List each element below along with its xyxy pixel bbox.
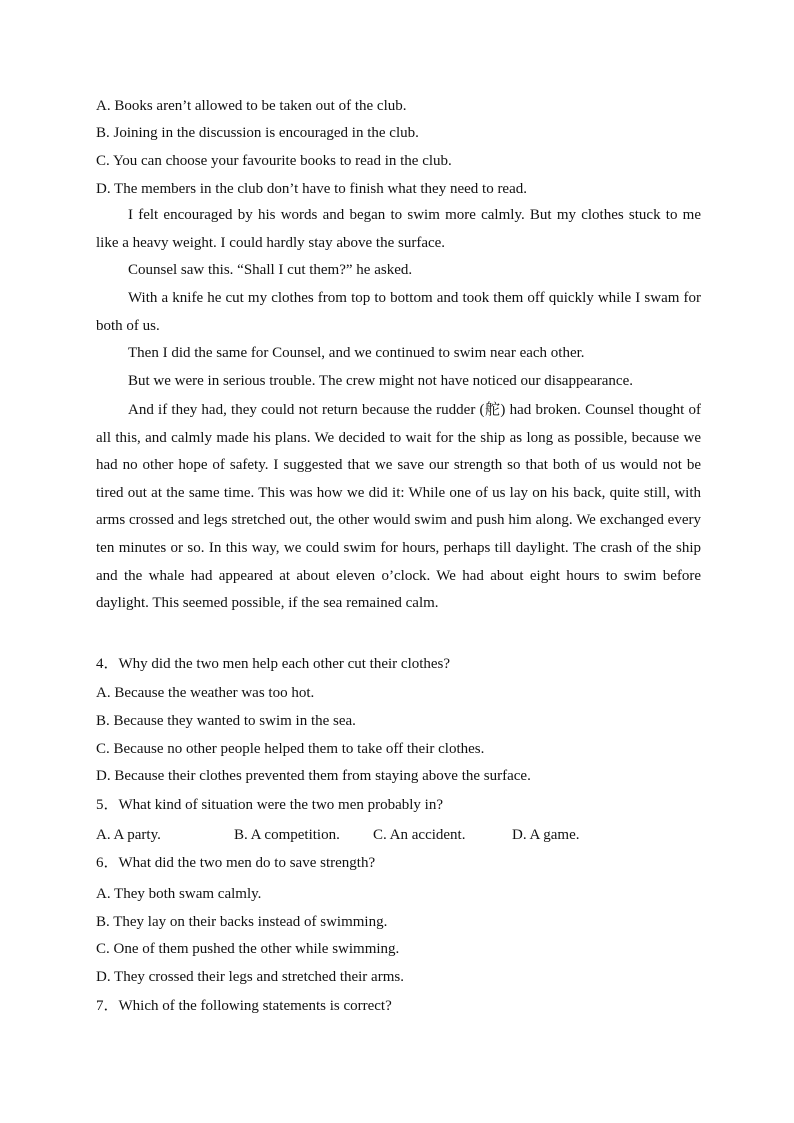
passage-paragraph-5: But we were in serious trouble. The crew might not have noticed our disappearance. (128, 373, 633, 389)
q3-option-b: B. Joining in the discussion is encouraged in the club. (96, 125, 419, 141)
passage-paragraph-2: Counsel saw this. “Shall I cut them?” he asked. (128, 262, 413, 278)
passage-paragraph-3: With a knife he cut my clothes from top to bottom and took them off quickly while I swam for both of us. (96, 290, 701, 334)
passage-paragraph-1: I felt encouraged by his words and began to swim more calmly. But my clothes stuck to me like a heavy weight. I could hardly stay above the surface. (96, 207, 701, 251)
q6-option-a: A. They both swam calmly. (96, 886, 262, 902)
q6-question: 6．What did the two men do to save strength? (96, 855, 376, 871)
q7-question: 7．Which of the following statements is correct? (96, 998, 392, 1014)
q4-option-c: C. Because no other people helped them to take off their clothes. (96, 741, 485, 757)
q5-question: 5．What kind of situation were the two men probably in? (96, 797, 443, 813)
q6-option-b: B. They lay on their backs instead of swimming. (96, 914, 388, 930)
q5-option-a: A. A party. (96, 827, 161, 843)
q5-options-row (96, 825, 580, 845)
passage-paragraph-4: Then I did the same for Counsel, and we continued to swim near each other. (128, 345, 585, 361)
q3-option-c: C. You can choose your favourite books to read in the club. (96, 153, 452, 169)
q5-option-b: B. A competition. (234, 827, 340, 843)
q5-option-d: D. A game. (512, 827, 580, 843)
q6-option-d: D. They crossed their legs and stretched their arms. (96, 969, 404, 985)
q3-option-a: A. Books aren’t allowed to be taken out of the club. (96, 98, 407, 114)
q4-option-a: A. Because the weather was too hot. (96, 685, 315, 701)
q4-option-b: B. Because they wanted to swim in the sea. (96, 713, 356, 729)
q4-question: 4．Why did the two men help each other cut their clothes? (96, 656, 451, 672)
q3-option-d: D. The members in the club don’t have to finish what they need to read. (96, 181, 528, 197)
q6-option-c: C. One of them pushed the other while swimming. (96, 941, 400, 957)
q5-option-c: C. An accident. (373, 827, 466, 843)
passage-paragraph-6: And if they had, they could not return because the rudder (舵) had broken. Counsel thought of all this, and calmly made his plans. We decided to wait for the ship as long as possible, because we had no other hope of safety. I suggested that we save our strength so that both of us would not be tired out at the same time. This was how we did it: While one of us lay on his back, quite still, with arms crossed and legs stretched out, the other would swim and push him along. We exchanged every ten minutes or so. In this way, we could swim for hours, perhaps till daylight. The crash of the ship and the whale had appeared at about eleven o’clock. We had about eight hours to swim before daylight. This seemed possible, if the sea remained calm. (96, 402, 701, 612)
q4-option-d: D. Because their clothes prevented them from staying above the surface. (96, 768, 531, 784)
